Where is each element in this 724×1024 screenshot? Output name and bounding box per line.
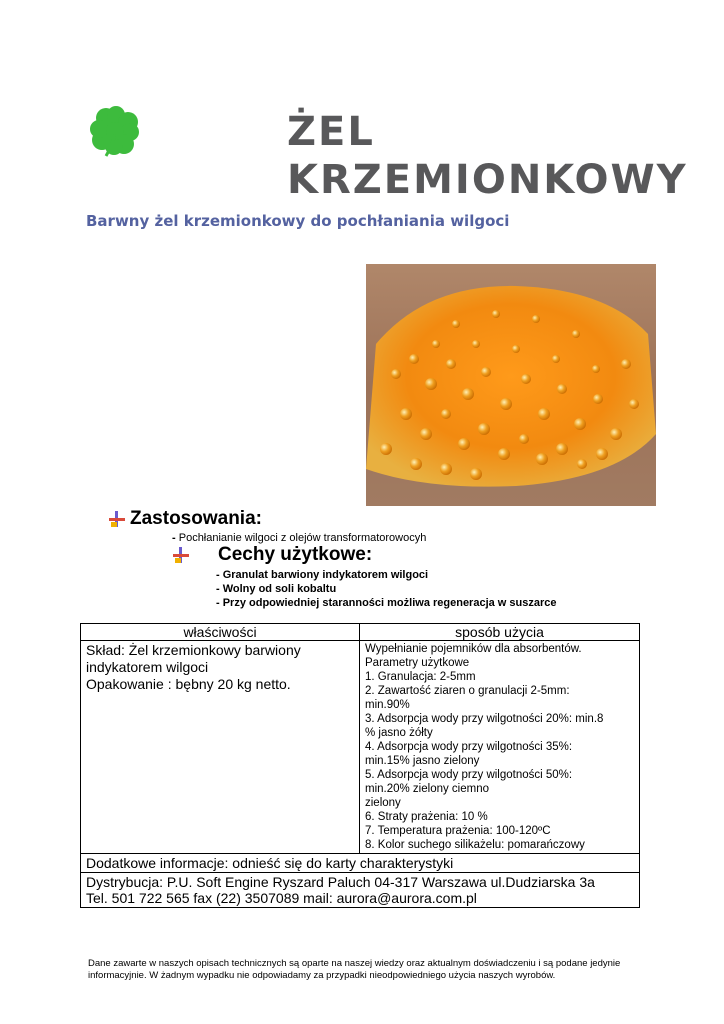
features-item: - Granulat barwiony indykatorem wilgoci [216,569,429,581]
page-subtitle: Barwny żel krzemionkowy do pochłaniania wilgoci [86,212,510,230]
usage-line: 3. Adsorpcja wody przy wilgotności 20%: min.8 [365,713,604,725]
usage-line: zielony [365,797,401,809]
features-item: - Wolny od soli kobaltu [216,583,337,595]
distribution-contact: Tel. 501 722 565 fax (22) 3507089 mail: aurora@aurora.com.pl [86,890,477,906]
header-usage: sposób użycia [360,624,640,641]
features-heading: Cechy użytkowe: [218,544,373,565]
disclaimer-line: Dane zawarte w naszych opisach technicznych są oparte na naszej wiedzy oraz aktualnym doświadczeniu i są podane jedynie [88,958,621,969]
usage-line: min.20% zielony ciemno [365,783,490,795]
page-title [287,108,688,204]
features-item: - Przy odpowiedniej staranności możliwa regeneracja w suszarce [216,597,557,609]
applications-heading-row [108,508,262,530]
title-line-2: KRZEMIONKOWY [287,157,688,203]
features-heading-row [172,544,372,566]
applications-item-dash: - [172,532,176,544]
usage-line: 7. Temperatura prażenia: 100-120ºC [365,825,551,837]
product-photo [366,264,656,506]
extra-info-cell: Dodatkowe informacje: odnieść się do karty charakterystyki [81,854,640,873]
features-list [216,568,557,610]
usage-line: 6. Straty prażenia: 10 % [365,811,488,823]
properties-line: Opakowanie : bębny 20 kg netto. [86,676,291,692]
properties-table [80,623,640,908]
title-line-1: ŻEL [287,109,375,155]
properties-line: Skład: Żel krzemionkowy barwiony [86,642,301,658]
plus-bullet-icon [172,546,190,564]
plus-bullet-icon [108,510,126,528]
usage-line: min.90% [365,699,410,711]
table-row [81,873,640,908]
disclaimer-line: informacyjnie. W żadnym wypadku nie odpowiadamy za przypadki nieodpowiedniego użycia naszych wyrobów. [88,970,556,981]
disclaimer [88,958,658,982]
table-header-row [81,624,640,641]
header-properties: właściwości [81,624,360,641]
properties-line: indykatorem wilgoci [86,659,209,675]
four-leaf-clover-icon [88,104,142,158]
usage-line: Parametry użytkowe [365,657,470,669]
usage-line: 8. Kolor suchego silikażelu: pomarańczowy [365,839,585,851]
table-row [81,854,640,873]
applications-item-text: Pochłanianie wilgoci z olejów transformatorowocyh [178,532,427,544]
applications-heading: Zastosowania: [130,508,262,529]
usage-line: 2. Zawartość ziaren o granulacji 2-5mm: [365,685,570,697]
usage-line: 1. Granulacja: 2-5mm [365,671,476,683]
usage-line: 4. Adsorpcja wody przy wilgotności 35%: [365,741,573,753]
usage-line: 5. Adsorpcja wody przy wilgotności 50%: [365,769,573,781]
usage-line: Wypełnianie pojemników dla absorbentów. [365,643,582,655]
properties-cell [81,641,360,854]
usage-line: min.15% jasno zielony [365,755,480,767]
distribution-cell [81,873,640,908]
table-row [81,641,640,854]
usage-line: % jasno żółty [365,727,433,739]
usage-cell [360,641,640,854]
applications-item [172,532,426,544]
distribution-address: Dystrybucja: P.U. Soft Engine Ryszard Paluch 04-317 Warszawa ul.Dudziarska 3a [86,874,595,890]
